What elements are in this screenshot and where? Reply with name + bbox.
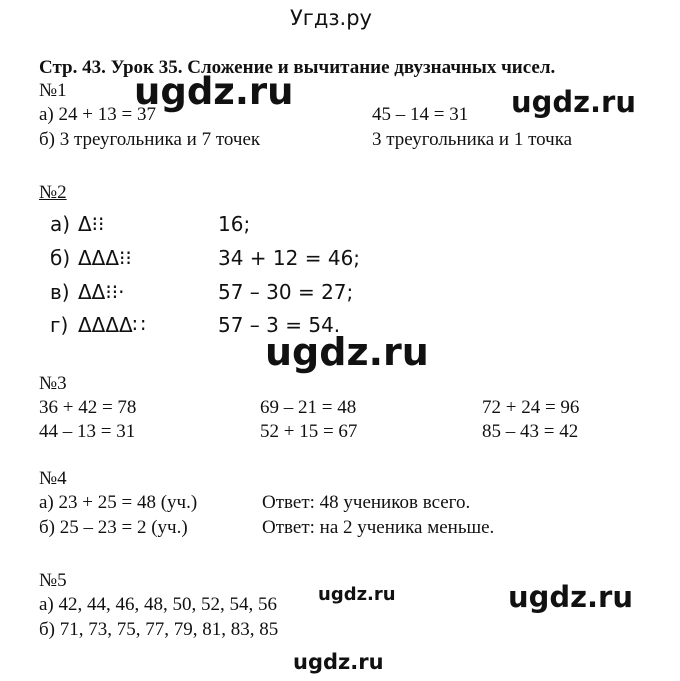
task-3-cell: 69 – 21 = 48 <box>260 397 357 418</box>
task-2-label: №2 <box>39 182 67 203</box>
task-3-cell: 72 + 24 = 96 <box>482 397 580 418</box>
task-3-cell: 85 – 43 = 42 <box>482 421 579 442</box>
task-3-cell: 36 + 42 = 78 <box>39 397 137 418</box>
task-2-row-a-shapes: Δ⁝⁝ <box>78 212 105 236</box>
task-4-label: №4 <box>39 468 67 489</box>
task-2-row-v-answer: 57 – 30 = 27; <box>218 280 354 304</box>
task-1-b-right: 3 треугольника и 1 точка <box>372 129 573 150</box>
task-4-b-right: Ответ: на 2 ученика меньше. <box>262 517 495 538</box>
watermark: ugdz.ru <box>511 85 637 119</box>
task-1-a-left: а) 24 + 13 = 37 <box>39 104 156 125</box>
task-5-b: б) 71, 73, 75, 77, 79, 81, 83, 85 <box>39 619 279 640</box>
watermark: ugdz.ru <box>265 330 429 374</box>
task-1-label: №1 <box>39 80 67 101</box>
watermark: ugdz.ru <box>134 70 294 113</box>
task-2-row-v-shapes: ΔΔ⁝⁝· <box>78 280 125 304</box>
task-1-b-left: б) 3 треугольника и 7 точек <box>39 129 261 150</box>
task-2-row-b-shapes: ΔΔΔ⁝⁝ <box>78 246 132 270</box>
task-3-label: №3 <box>39 373 67 394</box>
page-title: Стр. 43. Урок 35. Сложение и вычитание двузначных чисел. <box>39 57 556 78</box>
task-2-row-v-letter: в) <box>50 280 70 304</box>
task-2-row-a-answer: 16; <box>218 212 251 236</box>
task-2-row-g-letter: г) <box>50 313 69 337</box>
task-2-row-g-shapes: ΔΔΔΔ∷ <box>78 313 146 337</box>
task-2-row-b-letter: б) <box>50 246 71 270</box>
task-3-cell: 44 – 13 = 31 <box>39 421 136 442</box>
task-2-row-b-answer: 34 + 12 = 46; <box>218 246 361 270</box>
task-5-label: №5 <box>39 570 67 591</box>
task-3-cell: 52 + 15 = 67 <box>260 421 358 442</box>
task-4-a-right: Ответ: 48 учеников всего. <box>262 492 471 513</box>
site-header: Угдз.ру <box>290 6 372 30</box>
task-2-row-g-answer: 57 – 3 = 54. <box>218 313 341 337</box>
task-1-a-right: 45 – 14 = 31 <box>372 104 469 125</box>
watermark: ugdz.ru <box>318 584 396 605</box>
task-2-row-a-letter: а) <box>50 212 71 236</box>
watermark: ugdz.ru <box>293 650 384 674</box>
task-5-a: а) 42, 44, 46, 48, 50, 52, 54, 56 <box>39 594 278 615</box>
task-4-b-left: б) 25 – 23 = 2 (уч.) <box>39 517 188 538</box>
watermark: ugdz.ru <box>508 580 634 614</box>
task-4-a-left: а) 23 + 25 = 48 (уч.) <box>39 492 198 513</box>
